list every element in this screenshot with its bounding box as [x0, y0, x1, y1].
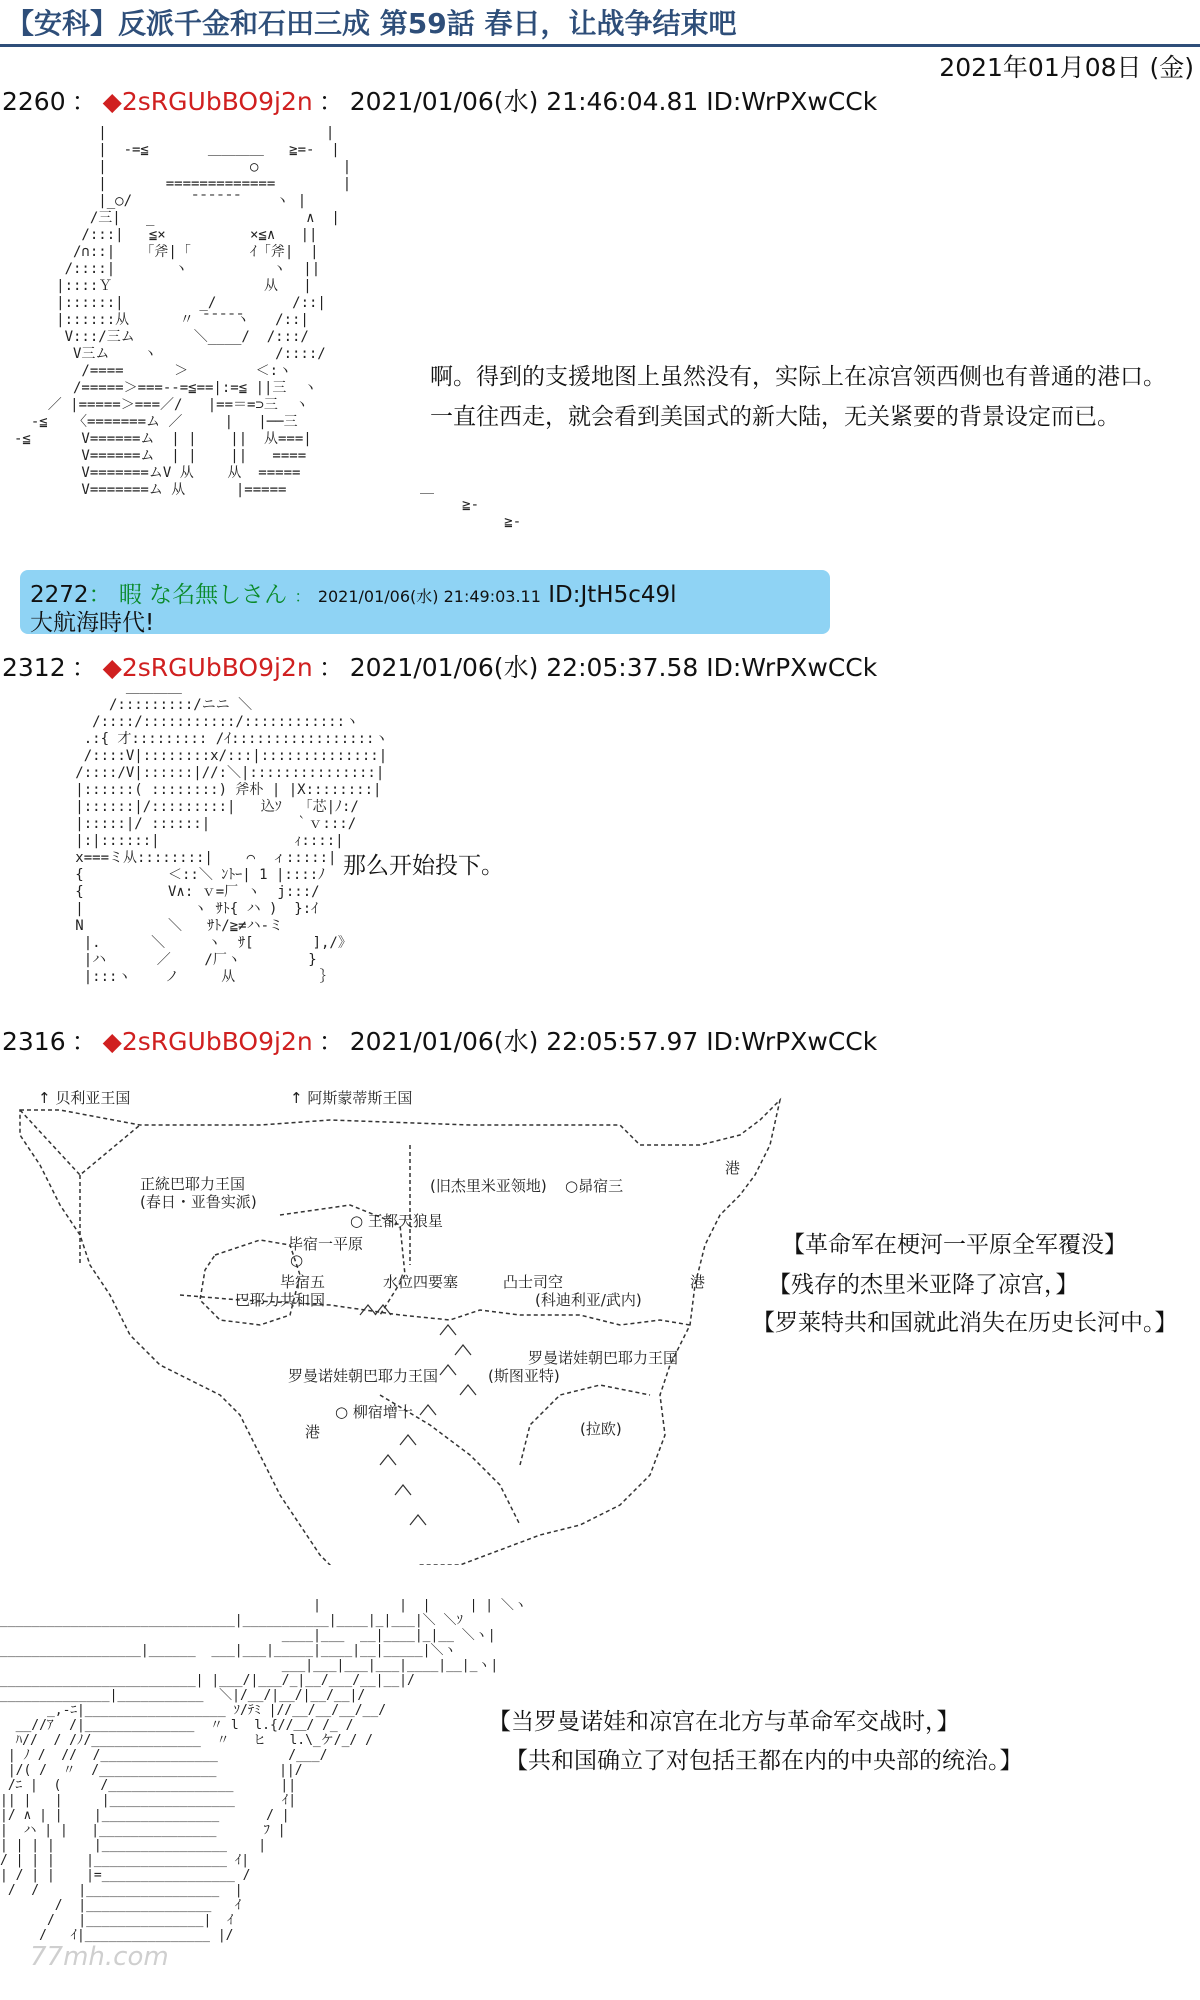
- ascii-art-character-1: | | | -=≦ ＿＿＿＿ ≧=- | | ○ | | ============= | |_○/ ̄ ̄ ̄ ̄ ̄ ̄ ヽ | /三| _ ∧ | /:::| ≦× ×≦∧ || /∩::| 「斧|「 ｲ「斧| | /::::| ヽ ヽ || |::::Ｙ 从 | |::::::| _/ /::| |::::::从 〃 ̄ ̄ ̄ ̄ ̄ヽ /::| V:::/三ム ＼____/ /:::/ V三ム ヽ /::::/ /==== ＞ ＜:ヽ /=====＞===--=≦==|:=≦ ||三 ヽ ／ |=====＞===／/ |==＝=⊃三 ヽ -≦ 〈=======ム ／ | |──三 -≦ V======ム | | || 从===| V======ム | | || ==== V=======ムV 从 从 ===== V=======ム 从 |=====: [14, 125, 352, 498]
- map-label: 水位四要塞: [383, 1273, 459, 1291]
- post-colon: ：: [318, 1027, 344, 1056]
- reply-id: ID:JtH5c49l: [548, 582, 677, 608]
- title-bar: [0, 0, 1200, 47]
- caption-line: 啊。得到的支援地图上虽然没有，实际上在凉宫领西侧也有普通的港口。: [430, 364, 1166, 390]
- caption-line: 【革命军在梗河一平原全军覆没】: [782, 1232, 1127, 1258]
- watermark: 77mh.com: [30, 1942, 169, 1972]
- map-label: 港: [725, 1159, 741, 1177]
- caption-text: [343, 846, 504, 886]
- map-label: ○昴宿三: [565, 1177, 624, 1195]
- reply-number: 2272: [30, 582, 89, 608]
- post-colon: ：: [318, 87, 344, 116]
- ascii-art-deco: ＿ ≧- ≧-: [420, 480, 522, 530]
- post-datetime: 2021/01/06(水) 22:05:37.58: [349, 653, 699, 682]
- map-outline: [0, 1065, 800, 1565]
- map-label: 巴耶力共和国: [235, 1291, 326, 1309]
- map-label: ○ 王都天狼星: [350, 1212, 443, 1230]
- post-colon: ：: [318, 653, 344, 682]
- caption-line: 一直往西走，就会看到美国式的新大陆，无关紧要的背景设定而已。: [430, 404, 1120, 430]
- reply-colon: ：: [294, 587, 311, 606]
- caption-line: 【共和国确立了对包括王都在内的中央部的统治。】: [505, 1748, 1023, 1774]
- post-header: [2, 1022, 877, 1058]
- post-trip: ◆2sRGUbBO9j2n: [102, 1027, 313, 1056]
- map-label: 罗曼诺娃朝巴耶力王国: [528, 1349, 679, 1367]
- map-label: ↑ 贝利亚王国: [38, 1089, 131, 1107]
- map-label: (科迪利亚/武内): [535, 1291, 642, 1309]
- post-header: [2, 648, 877, 684]
- map-label: ○ 柳宿增十: [335, 1403, 413, 1421]
- post-trip: ◆2sRGUbBO9j2n: [102, 87, 313, 116]
- map-label: 毕宿一平原: [288, 1235, 364, 1253]
- post-number: 2312: [2, 653, 66, 682]
- map-label: (拉欧): [580, 1420, 622, 1438]
- post-id: ID:WrPXwCCk: [706, 87, 878, 116]
- post-trip: ◆2sRGUbBO9j2n: [102, 653, 313, 682]
- caption-line: 【当罗曼诺娃和凉宫在北方与革命军交战时，】: [488, 1709, 960, 1735]
- caption-line: 【罗莱特共和国就此消失在历史长河中。】: [752, 1310, 1178, 1336]
- reply-body: 大航海時代!: [30, 610, 155, 636]
- ascii-art-silhouette: | | | | | ＼ヽ ______________________________|___________|____|_|___|＼ ＼ｿ ____|___ __|____|_|__ ＼ヽ| __________________|______ ___|___|_____|____|__|_____|＼ヽ ___|___|___|___|____|__|_ヽ| _________________________| |___/|___/_|__/___/__|__|/ ______________|___________ ＼|/__/|__/|__/__|/ _,-ﾆ|__________________ ｿ/ﾃﾐ |//__/__/__/__/ __//ｱ /|______________ 〃 l l.{//＿/ /_ / ﾊ// / /ﾉ/______________ 〃 ヒ l.\_ケ/_/ / | ﾉ / // /_______________ /___/ |/( / 〃 /_______________ ||/ /ﾆ | ( /________________ || || | | |________________ ｲ| |/ ∧ | | |_______________ / | | ハ | | |_______________ ﾌ | | | | | |________________ | / | | | |_________________ ｲ| | / | | |=_________________ / / / |_________________ | / |________________ ｲ / |_______________| ｲ / ｲ|________________ |/: [0, 1598, 527, 1943]
- post-colon: ：: [71, 1027, 97, 1056]
- map-label: 毕宿五: [280, 1273, 326, 1291]
- caption-line: 那么开始投下。: [343, 853, 504, 879]
- map-label: 凸士司空: [503, 1273, 564, 1291]
- reply-datetime: 2021/01/06(水) 21:49:03.11: [317, 587, 541, 606]
- map-label: 罗曼诺娃朝巴耶力王国: [288, 1367, 439, 1385]
- post-colon: ：: [71, 87, 97, 116]
- map-label: (旧杰里米亚领地): [430, 1177, 547, 1195]
- reply-colon: ：: [88, 582, 112, 608]
- post-datetime: 2021/01/06(水) 21:46:04.81: [349, 87, 699, 116]
- map-label: 港: [305, 1423, 321, 1441]
- map-label: ↑ 阿斯蒙蒂斯王国: [290, 1089, 413, 1107]
- map-marker: ○: [290, 1251, 304, 1269]
- post-date: 2021年01月08日 (金): [939, 53, 1194, 82]
- map-label: 正統巴耶力王国: [140, 1175, 246, 1193]
- reply-box: [20, 570, 830, 634]
- post-header: [2, 82, 877, 118]
- caption-line: 【残存的杰里米亚降了凉宫，】: [768, 1272, 1079, 1298]
- ascii-art-character-2: ＿＿＿＿ /:::::::::/ニニ ＼ /::::/:::::::::::/::::::::::::ヽ .:{ 才::::::::: /ｲ:::::::::::::::::ヽ /::::V|::::::::x/:::|::::::::::::::| /::::/V|::::::|//:＼|:::::::::::::::| |::::::( ::::::::) 斧朴 | |X::::::::| |::::::|/:::::::::| 込ｿ 「芯|ﾉ:/ |:::::|/ ::::::| ｀ｖ:::/ |:|::::::| ｨ::::| x===ミ从::::::::| ⌒ ィ:::::| { ＜::＼ ﾝﾄｰ| 1 |::::ﾉ { V∧: ｖ=厂 ヽ j:::/ | ヽ ｻﾄ{ ハ ) }:ｲ N ＼ ｻﾄ/≧≠ハ-ミ |. ＼ ヽ ｻ[ ],/》 |ハ ／ /厂ヽ } |:::ヽ ノ 从 ｝: [75, 680, 389, 985]
- caption-text: [430, 357, 1166, 437]
- territory-map: [0, 1065, 800, 1565]
- post-number: 2260: [2, 87, 66, 116]
- post-datetime: 2021/01/06(水) 22:05:57.97: [349, 1027, 699, 1056]
- post-number: 2316: [2, 1027, 66, 1056]
- reply-name: 暇 な名無しさん: [118, 582, 288, 608]
- map-label: 港: [690, 1273, 706, 1291]
- page-title: 【安科】反派千金和石田三成 第59話 春日，让战争结束吧: [6, 7, 737, 40]
- map-label: (斯图亚特): [488, 1367, 560, 1385]
- post-id: ID:WrPXwCCk: [706, 1027, 878, 1056]
- map-label: (春日・亚鲁实派): [140, 1193, 257, 1211]
- post-id: ID:WrPXwCCk: [706, 653, 878, 682]
- post-colon: ：: [71, 653, 97, 682]
